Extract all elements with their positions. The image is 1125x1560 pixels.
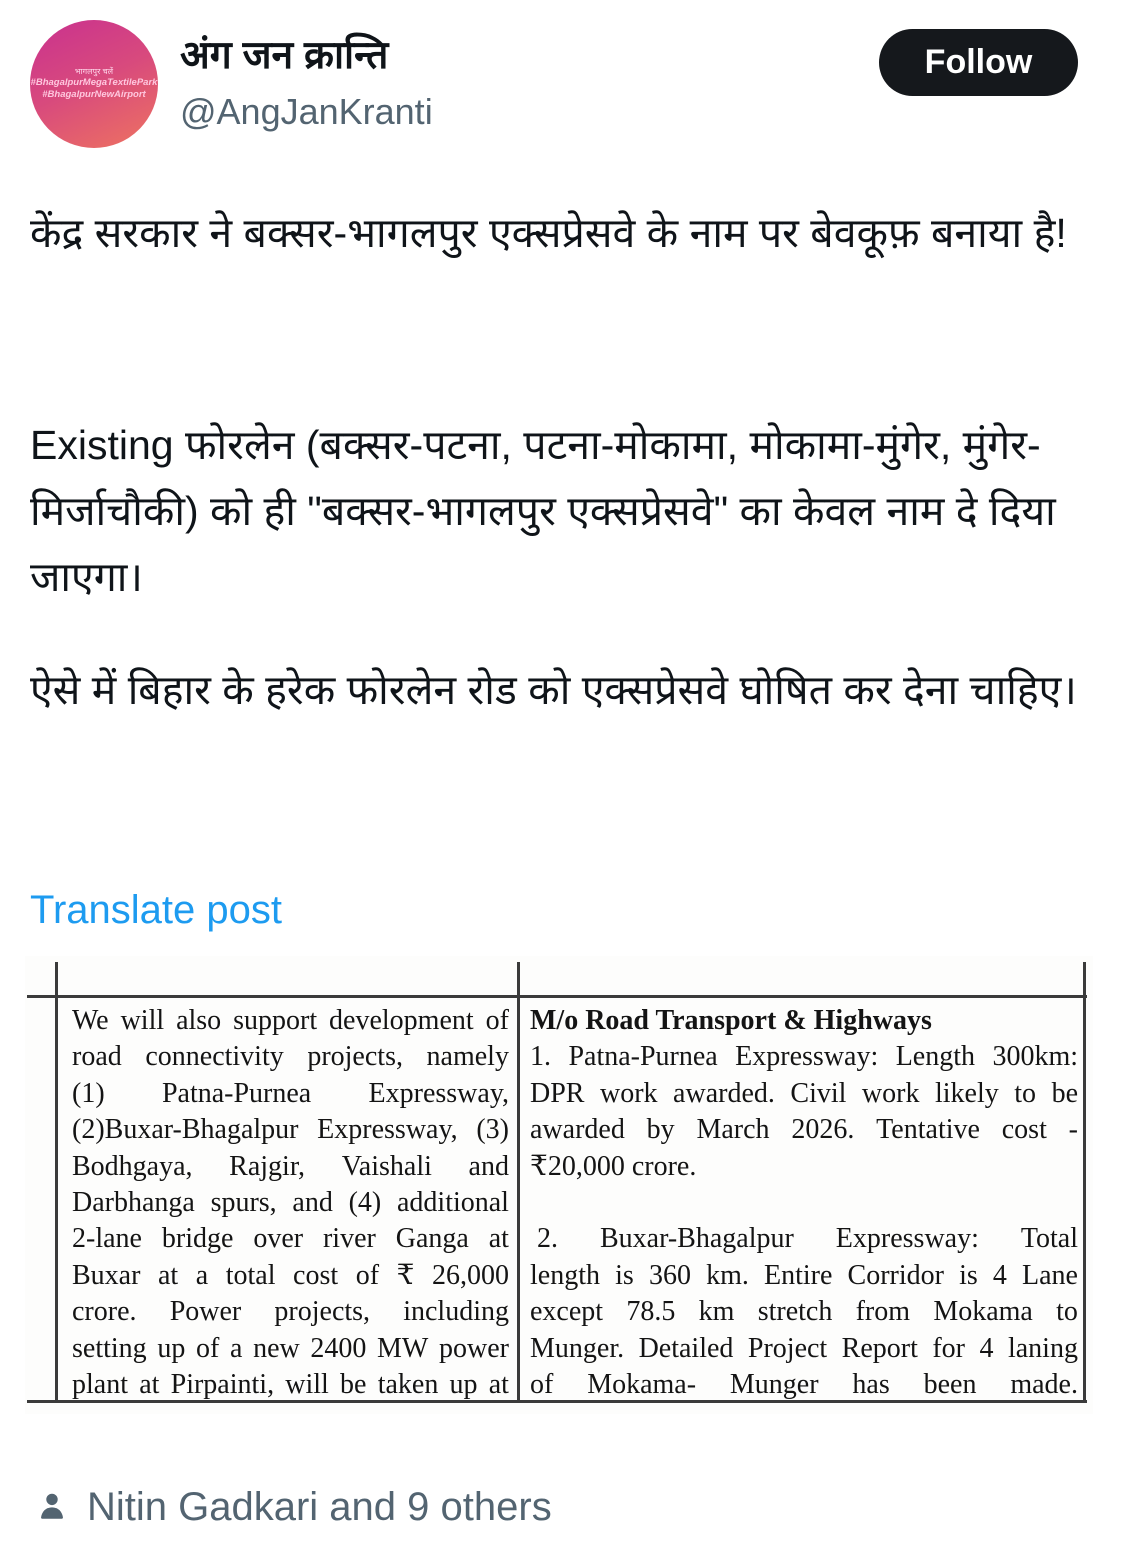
translate-post-link[interactable]: Translate post xyxy=(30,888,282,932)
table-border-middle xyxy=(517,962,520,1403)
social-context-link[interactable] xyxy=(33,1482,552,1532)
doc-text-line: 1. Patna-Purnea Expressway: Length 300km: xyxy=(530,1041,1078,1073)
profile-avatar[interactable] xyxy=(30,20,158,148)
doc-text-line: road connectivity projects, namely xyxy=(72,1041,509,1073)
embedded-document-image[interactable] xyxy=(25,956,1093,1414)
doc-text-line: M/o Road Transport & Highways xyxy=(530,1005,932,1036)
doc-text-line: 2-lane bridge over river Ganga at xyxy=(72,1223,509,1255)
doc-text-line: of Mokama- Munger has been made. xyxy=(530,1368,1078,1400)
table-border-top xyxy=(27,995,1087,998)
doc-text-line: awarded by March 2026. Tentative cost - xyxy=(530,1114,1078,1146)
table-column-left xyxy=(72,1003,509,1403)
doc-text-line: Buxar at a total cost of ₹ 26,000 xyxy=(72,1259,509,1291)
user-handle[interactable]: @AngJanKranti xyxy=(180,91,433,132)
table-column-right xyxy=(530,1003,1078,1403)
avatar-caption-line1: भागलपुर चलें xyxy=(74,67,114,76)
social-context-text: Nitin Gadkari and 9 others xyxy=(87,1485,552,1529)
post-paragraph-1: केंद्र सरकार ने बक्सर-भागलपुर एक्सप्रेसवे के नाम पर बेवकूफ़ बनाया है! xyxy=(30,210,1067,256)
table-border-right xyxy=(1083,962,1086,1403)
doc-text-line: (2)Buxar-Bhagalpur Expressway, (3) xyxy=(72,1114,509,1146)
display-name[interactable]: अंग जन क्रान्ति xyxy=(180,34,389,77)
doc-text-line: crore. Power projects, including xyxy=(72,1296,509,1328)
doc-text-line: Munger. Detailed Project Report for 4 laning xyxy=(530,1332,1078,1364)
doc-text-line: Darbhanga spurs, and (4) additional xyxy=(72,1186,509,1218)
doc-text-line: setting up of a new 2400 MW power xyxy=(72,1332,509,1364)
doc-text-line: length is 360 km. Entire Corridor is 4 Lane xyxy=(530,1259,1078,1291)
doc-text-line: 2. Buxar-Bhagalpur Expressway: Total xyxy=(530,1223,1078,1255)
post-paragraph-3: ऐसे में बिहार के हरेक फोरलेन रोड को एक्सप्रेसवे घोषित कर देना चाहिए। xyxy=(30,667,1077,713)
avatar-caption-line2: #BhagalpurMegaTextilePark xyxy=(30,77,158,88)
doc-text-line: ₹20,000 crore. xyxy=(530,1150,697,1182)
doc-text-line: Bodhgaya, Rajgir, Vaishali and xyxy=(72,1150,509,1182)
avatar-caption-line3: #BhagalpurNewAirport xyxy=(42,89,146,100)
doc-text-line: We will also support development of xyxy=(72,1005,509,1036)
follow-button[interactable]: Follow xyxy=(879,29,1078,96)
doc-text-line: plant at Pirpainti, will be taken up at xyxy=(72,1368,509,1400)
doc-text-line xyxy=(530,1185,1078,1221)
post-paragraph-2: Existing फोरलेन (बक्सर-पटना, पटना-मोकामा, मोकामा-मुंगेर, मुंगेर-मिर्जाचौकी) को ही "बक्सर-भागलपुर एक्सप्रेसवे" का केवल नाम दे दिया जाएगा। xyxy=(30,422,1056,600)
person-icon xyxy=(33,1488,71,1526)
doc-text-line: DPR work awarded. Civil work likely to be xyxy=(530,1077,1078,1109)
doc-text-line: except 78.5 km stretch from Mokama to xyxy=(530,1296,1078,1328)
table-border-left xyxy=(55,962,58,1403)
doc-text-line: (1) Patna-Purnea Expressway, xyxy=(72,1077,509,1109)
